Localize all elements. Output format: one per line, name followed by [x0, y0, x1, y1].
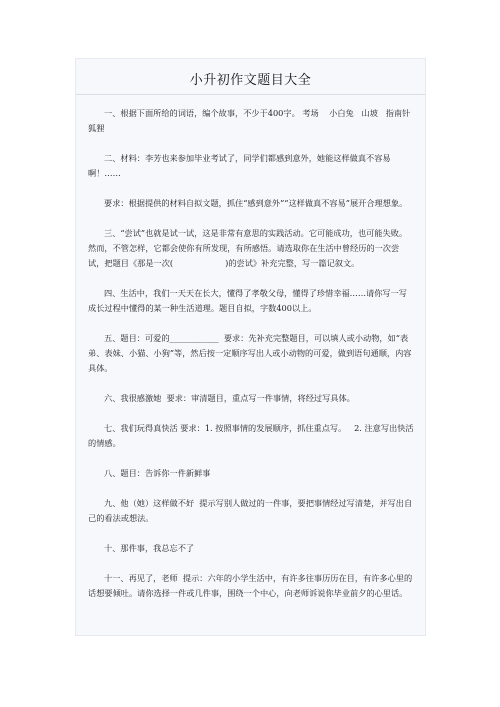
document-body: [88, 106, 419, 616]
paragraph-5: 四、生活中，我们一天天在长大，懂得了孝敬父母，懂得了珍惜幸福……请你写一写成长过程中懂得的某一种生活道理。题目自拟，字数400以上。: [88, 288, 407, 313]
page-title: 小升初作文题目大全: [189, 73, 312, 88]
paragraph-2: 二、材料：李芳也来参加毕业考试了，同学们都感到意外，她能这样做真不容易啊！……: [88, 153, 391, 178]
paragraph-9: 八、题目：告诉你一件新鲜事: [104, 468, 211, 478]
paragraph-10: 九、他（她）这样做不好 提示写别人做过的一件事，要把事情经过写清楚，并写出自己的看法或想法。: [88, 498, 413, 523]
document-page: [75, 58, 426, 636]
paragraph-12: 十一、再见了，老师 提示：六年的小学生活中，有许多往事历历在目，有许多心里的话想要倾吐。请你选择一件或几件事，围绕一个中心，向老师诉说你毕业前夕的心里话。: [88, 573, 413, 598]
paragraph-3: 要求：根据提供的材料自拟文题，抓住“感到意外”“这样做真不容易”展开合理想象。: [104, 198, 408, 208]
paragraph-7: 六、我很感激她 要求：审清题目，重点写一件事情，将经过写具体。: [104, 393, 355, 403]
paragraph-8: 七、我们玩得真快活 要求：1. 按照事情的发展顺序，抓住重点写。 2. 注意写出快活的情感。: [88, 423, 414, 448]
paragraph-4: 三、“尝试”也就是试一试，这是非常有意思的实践活动。它可能成功，也可能失败。然而，不管怎样，它都会使你有所发现，有所感悟。请选取你在生活中曾经历的一次尝试，把题目《那是一次( )的尝试》补充完整，写一篇记叙文。: [88, 228, 408, 268]
title-bar: [76, 59, 425, 95]
paragraph-1: 一、根据下面所给的词语，编个故事，不少于400字。 考场 小白兔 山坡 指南针 狐狸: [88, 108, 419, 133]
paragraph-11: 十、那件事，我总忘不了: [104, 543, 195, 553]
paragraph-6: 五、题目：可爱的____________ 要求：先补充完整题目，可以填人或小动物，如“表弟、表妹、小猫、小狗”等，然后按一定顺序写出人或小动物的可爱，做到语句通顺，内容具体。: [88, 333, 412, 373]
